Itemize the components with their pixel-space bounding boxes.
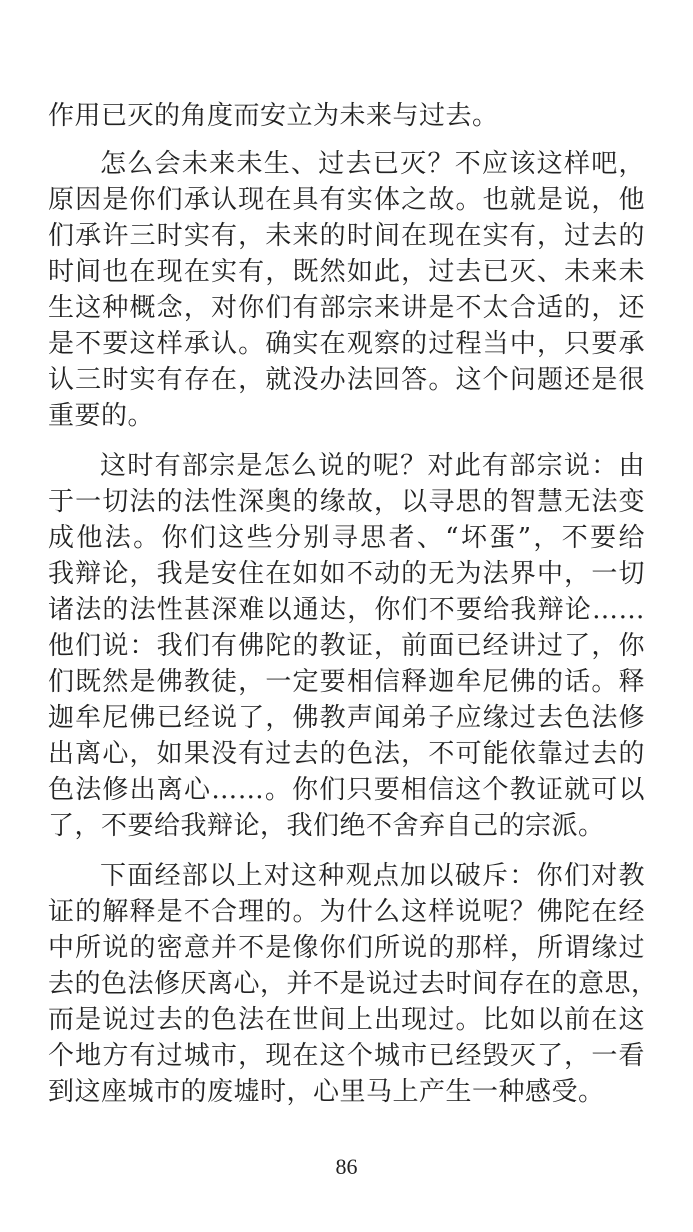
paragraph-3-line-5: 诸法的法性甚深难以通达，你们不要给我辩论……	[48, 595, 645, 625]
paragraph-3-line-4: 我辩论，我是安住在如如不动的无为法界中，一切	[48, 559, 645, 589]
paragraph-2-line-7: 认三时实有存在，就没办法回答。这个问题还是很	[48, 365, 645, 395]
paragraph-2-line-5: 生这种概念，对你们有部宗来讲是不太合适的，还	[48, 293, 645, 323]
paragraph-4-line-4: 去的色法修厌离心，并不是说过去时间存在的意思，	[48, 969, 658, 999]
paragraph-2-line-1: 怎么会未来未生、过去已灭？不应该这样吧，	[100, 149, 645, 179]
paragraph-4-line-3: 中所说的密意并不是像你们所说的那样，所谓缘过	[48, 933, 645, 963]
paragraph-3-line-7: 们既然是佛教徒，一定要相信释迦牟尼佛的话。释	[48, 667, 645, 697]
paragraph-1-line-1: 作用已灭的角度而安立为未来与过去。	[48, 101, 499, 131]
paragraph-3-line-2: 于一切法的法性深奥的缘故，以寻思的智慧无法变	[48, 487, 645, 517]
paragraph-4-line-2: 证的解释是不合理的。为什么这样说呢？佛陀在经	[48, 897, 645, 927]
paragraph-3-line-8: 迦牟尼佛已经说了，佛教声闻弟子应缘过去色法修	[48, 703, 645, 733]
page-number: 86	[335, 1154, 358, 1179]
paragraph-3-line-3: 成他法。你们这些分别寻思者、“坏蛋”，不要给	[48, 523, 645, 553]
paragraph-4-line-7: 到这座城市的废墟时，心里马上产生一种感受。	[48, 1077, 605, 1107]
paragraph-4-line-5: 而是说过去的色法在世间上出现过。比如以前在这	[48, 1005, 645, 1035]
paragraph-2-line-3: 们承许三时实有，未来的时间在现在实有，过去的	[48, 221, 645, 251]
paragraph-3-line-11: 了，不要给我辩论，我们绝不舍弃自己的宗派。	[48, 811, 605, 841]
paragraph-3-line-10: 色法修出离心……。你们只要相信这个教证就可以	[48, 775, 645, 805]
paragraph-3-line-1: 这时有部宗是怎么说的呢？对此有部宗说：由	[100, 451, 645, 481]
paragraph-4-line-1: 下面经部以上对这种观点加以破斥：你们对教	[100, 861, 645, 891]
paragraph-2-line-6: 是不要这样承认。确实在观察的过程当中，只要承	[48, 329, 645, 359]
paragraph-2-line-8: 重要的。	[48, 401, 155, 431]
paragraph-2-line-4: 时间也在现在实有，既然如此，过去已灭、未来未	[48, 257, 645, 287]
paragraph-3-line-9: 出离心，如果没有过去的色法，不可能依靠过去的	[48, 739, 645, 769]
paragraph-3-line-6: 他们说：我们有佛陀的教证，前面已经讲过了，你	[48, 631, 645, 661]
paragraph-2-line-2: 原因是你们承认现在具有实体之故。也就是说，他	[48, 185, 645, 215]
paragraph-4-line-6: 个地方有过城市，现在这个城市已经毁灭了，一看	[48, 1041, 645, 1071]
